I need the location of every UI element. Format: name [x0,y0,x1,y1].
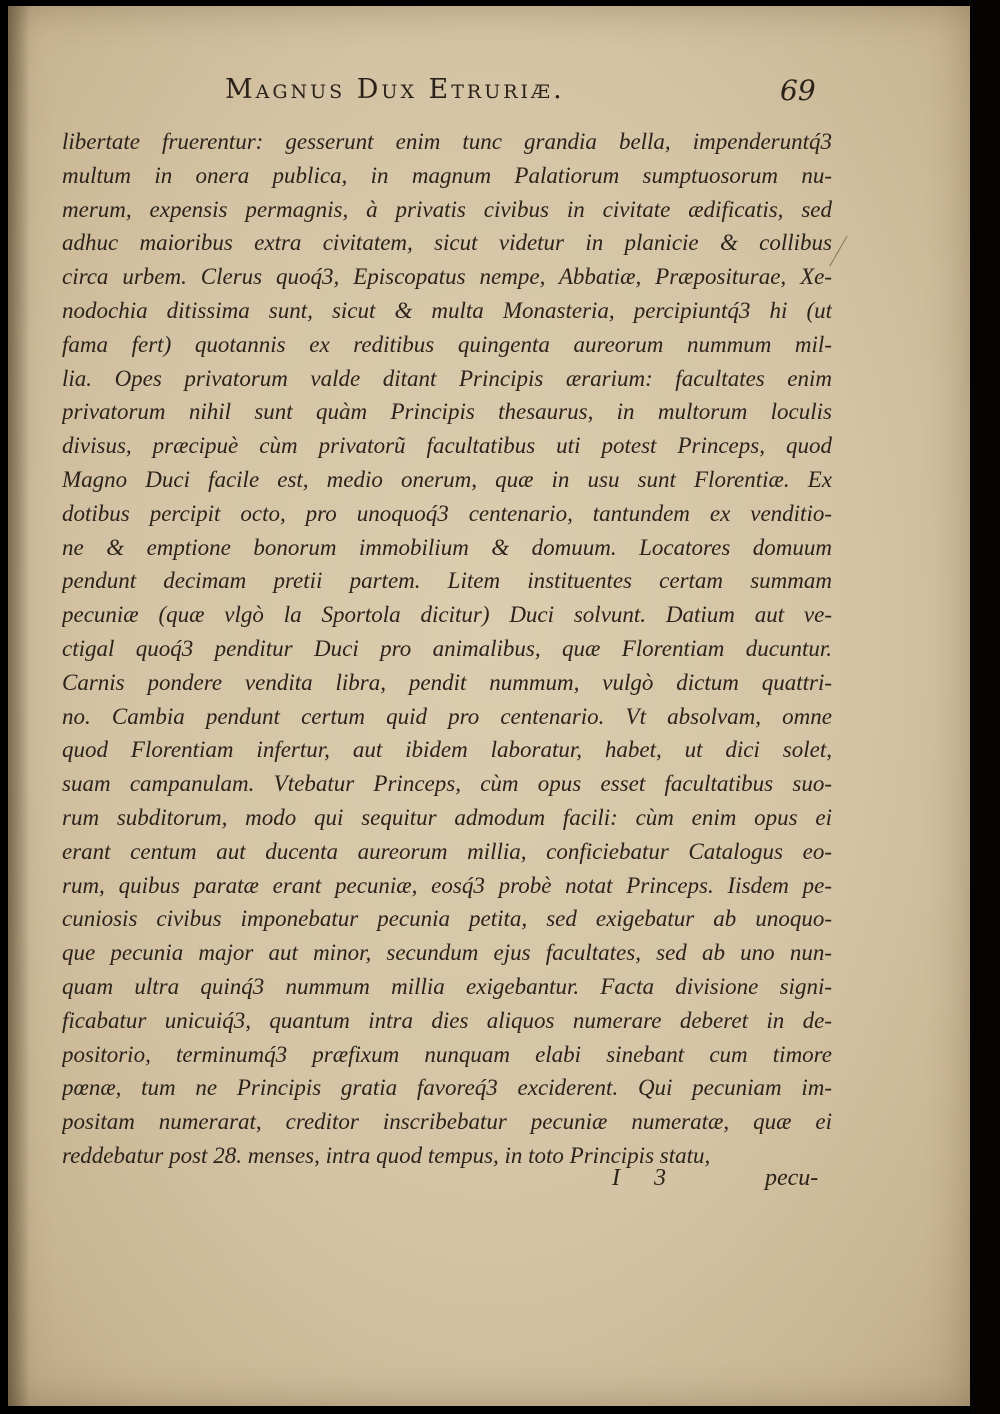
text-line: pecuniæ (quæ vlgò la Sportola dicitur) Duci solvunt. Datium aut ve- [62,602,832,628]
scan-border [970,0,1000,1414]
text-line: multum in onera publica, in magnum Palatiorum sumptuosorum nu- [62,162,832,188]
text-line: suam campanulam. Vtebatur Princeps, cùm opus esset facultatibus suo- [62,771,832,797]
text-line: pœnæ, tum ne Principis gratia favoreq́3 exciderent. Qui pecuniam im- [62,1075,832,1101]
text-line: ficabatur unicuiq́3, quantum intra dies aliquos numerare deberet in de- [62,1007,832,1033]
text-line: quam ultra quinq́3 nummum millia exigebantur. Facta divisione signi- [62,973,832,999]
text-line: no. Cambia pendunt certum quid pro centenario. Vt absolvam, omne [62,703,832,729]
text-line: positam numerarat, creditor inscribebatur pecuniæ numeratæ, quæ ei [62,1109,832,1135]
text-line: nodochia ditissima sunt, sicut & multa Monasteria, percipiuntq́3 hi (ut [62,297,832,323]
text-line: adhuc maioribus extra civitatem, sicut videtur in planicie & collibus [62,230,832,256]
text-line: que pecunia major aut minor, secundum ejus facultates, sed ab uno nun- [62,940,832,966]
text-line: privatorum nihil sunt quàm Principis thesaurus, in multorum loculis [62,399,832,425]
text-line: reddebatur post 28. menses, intra quod tempus, in toto Principis statu, [62,1142,711,1168]
text-line: quod Florentiam infertur, aut ibidem laboratur, habet, ut dici solet, [62,737,832,763]
text-line: ne & emptione bonorum immobilium & domuum. Locatores domuum [62,534,832,560]
text-line: ctigal quoq́3 penditur Duci pro animalibus, quæ Florentiam ducuntur. [62,635,832,661]
text-line: rum, quibus paratæ erant pecuniæ, eosq́3 probè notat Princeps. Iisdem pe- [62,872,832,898]
text-line: pendunt decimam pretii partem. Litem instituentes certam summam [62,568,832,594]
text-line: rum subditorum, modo qui sequitur admodum facili: cùm enim opus ei [62,804,832,830]
running-title: Magnus Dux Etruriæ. [225,74,565,105]
text-line: positorio, terminumq́3 præfixum nunquam elabi sinebant cum timore [62,1041,832,1067]
text-line: circa urbem. Clerus quoq́3, Episcopatus nempe, Abbatiæ, Præpositurae, Xe- [62,264,832,290]
text-line: divisus, præcipuè cùm privatorũ facultatibus uti potest Princeps, quod [62,433,832,459]
body-text [62,125,832,1173]
text-line: merum, expensis permagnis, à privatis civibus in civitate ædificatis, sed [62,196,832,222]
text-line: erant centum aut ducenta aureorum millia, conficiebatur Catalogus eo- [62,838,832,864]
text-line: cuniosis civibus imponebatur pecunia petita, sed exigebatur ab unoquo- [62,906,832,932]
text-line: dotibus percipit octo, pro unoquoq́3 centenario, tantundem ex venditio- [62,500,832,526]
text-line: lia. Opes privatorum valde ditant Principis ærarium: facultates enim [62,365,832,391]
catchword: pecu- [765,1165,819,1191]
text-line: Magno Duci facile est, medio onerum, quæ in usu sunt Florentiæ. Ex [62,466,832,492]
signature-mark: I 3 [612,1165,680,1191]
text-line: Carnis pondere vendita libra, pendit nummum, vulgò dictum quattri- [62,669,832,695]
page-gutter-shadow [8,6,30,1406]
page-number: 69 [780,74,816,107]
text-line: fama fert) quotannis ex reditibus quingenta aureorum nummum mil- [62,331,832,357]
text-line: libertate fruerentur: gesserunt enim tunc grandia bella, impenderuntq́3 [62,129,832,154]
